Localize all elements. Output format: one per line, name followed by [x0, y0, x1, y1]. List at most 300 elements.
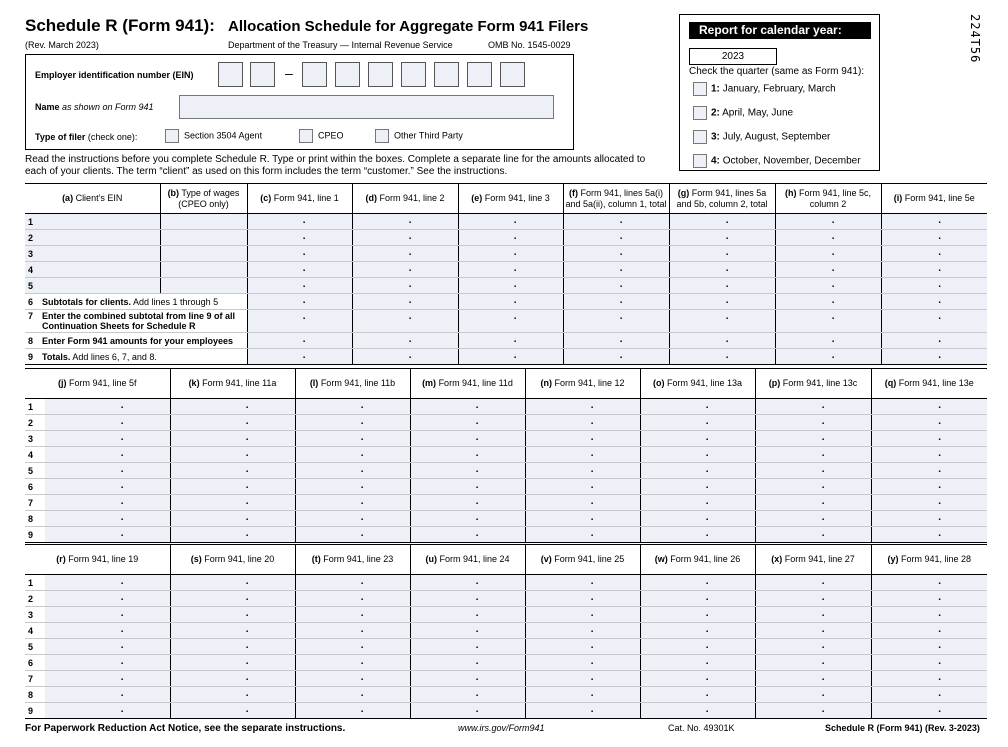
- ein-digit-5[interactable]: [368, 62, 393, 87]
- amount-cell[interactable]: [45, 527, 170, 543]
- amount-cell[interactable]: [871, 575, 987, 591]
- amount-cell[interactable]: [295, 671, 410, 687]
- decimal-point: .: [475, 592, 479, 603]
- amount-cell[interactable]: [563, 294, 669, 310]
- amount-cell[interactable]: [669, 230, 775, 246]
- amount-cell[interactable]: [881, 310, 987, 333]
- amount-cell[interactable]: [170, 399, 295, 415]
- amount-cell[interactable]: [410, 703, 525, 719]
- decimal-point: .: [705, 512, 709, 523]
- amount-cell[interactable]: [170, 447, 295, 463]
- amount-cell[interactable]: [45, 479, 170, 495]
- amount-cell[interactable]: [871, 623, 987, 639]
- employer-info-box: [25, 54, 574, 150]
- amount-cell[interactable]: [295, 495, 410, 511]
- decimal-point: .: [938, 688, 942, 699]
- cpeo-checkbox[interactable]: [299, 129, 313, 143]
- amount-cell[interactable]: [525, 479, 640, 495]
- amount-cell[interactable]: [640, 623, 755, 639]
- amount-cell[interactable]: [352, 349, 458, 365]
- amount-cell[interactable]: [871, 431, 987, 447]
- decimal-point: .: [938, 496, 941, 507]
- amount-cell[interactable]: [45, 687, 170, 703]
- amount-cell[interactable]: [755, 607, 871, 623]
- amount-cell[interactable]: [525, 575, 640, 591]
- amount-cell[interactable]: [755, 495, 871, 511]
- amount-cell[interactable]: [755, 591, 871, 607]
- amount-cell[interactable]: [247, 278, 352, 294]
- amount-cell[interactable]: [871, 671, 987, 687]
- amount-cell[interactable]: [295, 607, 410, 623]
- amount-cell[interactable]: [881, 262, 987, 278]
- amount-cell[interactable]: [458, 294, 563, 310]
- amount-cell[interactable]: [247, 214, 352, 230]
- amount-cell[interactable]: [295, 687, 410, 703]
- amount-cell[interactable]: [755, 671, 871, 687]
- amount-cell[interactable]: [247, 246, 352, 262]
- amount-cell[interactable]: [755, 479, 871, 495]
- ein-digit-8[interactable]: [467, 62, 492, 87]
- amount-cell[interactable]: [170, 431, 295, 447]
- amount-cell[interactable]: [170, 607, 295, 623]
- amount-cell[interactable]: [170, 687, 295, 703]
- amount-cell[interactable]: [170, 511, 295, 527]
- quarter-4-option[interactable]: 4: October, November, December: [693, 154, 861, 169]
- amount-cell[interactable]: [669, 262, 775, 278]
- amount-cell[interactable]: [881, 246, 987, 262]
- row-number: 5: [25, 639, 45, 655]
- amount-cell[interactable]: [775, 214, 881, 230]
- irs-url[interactable]: www.irs.gov/Form941: [458, 723, 545, 733]
- amount-cell[interactable]: [775, 349, 881, 365]
- decimal-point: .: [360, 576, 364, 587]
- amount-cell[interactable]: [247, 310, 352, 333]
- amount-cell[interactable]: [247, 349, 352, 365]
- amount-cell[interactable]: [881, 349, 987, 365]
- amount-cell[interactable]: [525, 639, 640, 655]
- amount-cell[interactable]: [410, 687, 525, 703]
- quarter-2-checkbox[interactable]: [693, 106, 707, 120]
- amount-cell[interactable]: [640, 575, 755, 591]
- amount-cell[interactable]: [458, 262, 563, 278]
- amount-cell[interactable]: [295, 623, 410, 639]
- amount-cell[interactable]: [871, 415, 987, 431]
- amount-cell[interactable]: [410, 527, 525, 543]
- decimal-point: .: [245, 640, 249, 651]
- amount-cell[interactable]: [775, 310, 881, 333]
- amount-cell[interactable]: [410, 399, 525, 415]
- table-row: [25, 639, 987, 655]
- amount-cell[interactable]: [871, 447, 987, 463]
- year-field[interactable]: 2023: [689, 48, 777, 65]
- amount-cell[interactable]: [410, 415, 525, 431]
- amount-cell[interactable]: [295, 639, 410, 655]
- amount-cell[interactable]: [871, 639, 987, 655]
- amount-cell[interactable]: [871, 607, 987, 623]
- name-input[interactable]: [179, 95, 554, 119]
- table-row: [25, 262, 987, 278]
- amount-cell[interactable]: [525, 463, 640, 479]
- omb-number: OMB No. 1545-0029: [488, 40, 571, 50]
- amount-cell[interactable]: [170, 527, 295, 543]
- amount-cell[interactable]: [640, 479, 755, 495]
- amount-cell[interactable]: [410, 463, 525, 479]
- amount-cell[interactable]: [775, 230, 881, 246]
- ein-digit-1[interactable]: [218, 62, 243, 87]
- row-number: 2: [25, 415, 45, 431]
- amount-cell[interactable]: [295, 463, 410, 479]
- filer-cpeo[interactable]: CPEO: [299, 129, 344, 143]
- amount-cell[interactable]: [410, 495, 525, 511]
- amount-cell[interactable]: [295, 575, 410, 591]
- amount-cell[interactable]: [170, 495, 295, 511]
- amount-cell[interactable]: [410, 655, 525, 671]
- decimal-point: .: [475, 496, 479, 507]
- quarter-1-option[interactable]: 1: January, February, March: [693, 82, 836, 97]
- decimal-point: .: [821, 416, 825, 427]
- amount-cell[interactable]: [755, 431, 871, 447]
- amount-cell[interactable]: [525, 447, 640, 463]
- amount-cell[interactable]: [640, 639, 755, 655]
- amount-cell[interactable]: [871, 399, 987, 415]
- amount-cell[interactable]: [45, 591, 170, 607]
- row-number: 8: [25, 511, 45, 527]
- amount-cell[interactable]: [871, 527, 987, 543]
- wage-type-cell[interactable]: [160, 278, 247, 294]
- amount-cell[interactable]: [458, 310, 563, 333]
- amount-cell[interactable]: [170, 463, 295, 479]
- amount-cell[interactable]: [525, 671, 640, 687]
- row-number: 9: [25, 703, 45, 719]
- amount-cell[interactable]: [247, 230, 352, 246]
- amount-cell[interactable]: [352, 262, 458, 278]
- ein-digit-7[interactable]: [434, 62, 459, 87]
- table-row: [25, 527, 987, 543]
- amount-cell[interactable]: [640, 703, 755, 719]
- decimal-point: .: [245, 480, 249, 491]
- decimal-point: .: [120, 464, 124, 475]
- amount-cell[interactable]: [640, 415, 755, 431]
- amount-cell[interactable]: [871, 463, 987, 479]
- amount-cell[interactable]: [525, 655, 640, 671]
- amount-cell[interactable]: [669, 214, 775, 230]
- amount-cell[interactable]: [410, 639, 525, 655]
- amount-cell[interactable]: [247, 294, 352, 310]
- amount-cell[interactable]: [881, 214, 987, 230]
- amount-cell[interactable]: [525, 703, 640, 719]
- decimal-point: .: [590, 640, 594, 651]
- amount-cell[interactable]: [775, 294, 881, 310]
- amount-cell[interactable]: [755, 415, 871, 431]
- amount-cell[interactable]: [775, 278, 881, 294]
- client-ein-cell[interactable]: [25, 278, 160, 294]
- table-row: [25, 278, 987, 294]
- decimal-point: .: [360, 640, 364, 651]
- amount-cell[interactable]: [45, 639, 170, 655]
- amount-cell[interactable]: [525, 511, 640, 527]
- amount-cell[interactable]: [871, 703, 987, 719]
- quarter-3-option[interactable]: 3: July, August, September: [693, 130, 830, 145]
- decimal-point: .: [120, 672, 124, 683]
- amount-cell[interactable]: [563, 246, 669, 262]
- amount-cell[interactable]: [295, 399, 410, 415]
- amount-cell[interactable]: [170, 639, 295, 655]
- amount-cell[interactable]: [640, 671, 755, 687]
- amount-cell[interactable]: [352, 333, 458, 349]
- amount-cell[interactable]: [410, 607, 525, 623]
- table-row: [25, 230, 987, 246]
- amount-cell[interactable]: [525, 607, 640, 623]
- amount-cell[interactable]: [755, 447, 871, 463]
- amount-cell[interactable]: [170, 623, 295, 639]
- quarter-3-checkbox[interactable]: [693, 130, 707, 144]
- amount-cell[interactable]: [45, 447, 170, 463]
- decimal-point: .: [475, 608, 479, 619]
- decimal-point: .: [475, 416, 479, 427]
- decimal-point: .: [120, 576, 124, 587]
- decimal-point: .: [302, 247, 306, 258]
- amount-cell[interactable]: [563, 349, 669, 365]
- decimal-point: .: [245, 704, 249, 715]
- amount-cell[interactable]: [755, 527, 871, 543]
- decimal-point: .: [475, 464, 479, 475]
- amount-cell[interactable]: [458, 230, 563, 246]
- decimal-point: .: [513, 350, 517, 361]
- amount-cell[interactable]: [640, 431, 755, 447]
- decimal-point: .: [360, 672, 364, 683]
- amount-cell[interactable]: [640, 687, 755, 703]
- amount-cell[interactable]: [45, 703, 170, 719]
- amount-cell[interactable]: [525, 495, 640, 511]
- decimal-point: .: [831, 247, 835, 258]
- amount-cell[interactable]: [563, 310, 669, 333]
- amount-cell[interactable]: [45, 495, 170, 511]
- ein-digit-6[interactable]: [401, 62, 426, 87]
- ein-digit-9[interactable]: [500, 62, 525, 87]
- amount-cell[interactable]: [775, 333, 881, 349]
- decimal-point: .: [245, 656, 249, 667]
- amount-cell[interactable]: [170, 479, 295, 495]
- amount-cell[interactable]: [410, 623, 525, 639]
- decimal-point: .: [938, 263, 941, 274]
- client-ein-cell[interactable]: [25, 262, 160, 278]
- amount-cell[interactable]: [170, 703, 295, 719]
- amount-cell[interactable]: [563, 214, 669, 230]
- amount-cell[interactable]: [170, 575, 295, 591]
- amount-cell[interactable]: [295, 511, 410, 527]
- amount-cell[interactable]: [881, 294, 987, 310]
- amount-cell[interactable]: [45, 575, 170, 591]
- filer-other-third-party[interactable]: Other Third Party: [375, 129, 463, 143]
- amount-cell[interactable]: [775, 262, 881, 278]
- quarter-4-checkbox[interactable]: [693, 154, 707, 168]
- amount-cell[interactable]: [295, 479, 410, 495]
- amount-cell[interactable]: [45, 399, 170, 415]
- amount-cell[interactable]: [352, 230, 458, 246]
- amount-cell[interactable]: [295, 415, 410, 431]
- amount-cell[interactable]: [871, 591, 987, 607]
- amount-cell[interactable]: [295, 447, 410, 463]
- catalog-number: Cat. No. 49301K: [668, 723, 735, 733]
- amount-cell[interactable]: [669, 278, 775, 294]
- amount-cell[interactable]: [45, 671, 170, 687]
- amount-cell[interactable]: [45, 463, 170, 479]
- decimal-point: .: [821, 704, 825, 715]
- amount-cell[interactable]: [563, 333, 669, 349]
- amount-cell[interactable]: [525, 623, 640, 639]
- amount-cell[interactable]: [563, 262, 669, 278]
- amount-cell[interactable]: [410, 479, 525, 495]
- amount-cell[interactable]: [170, 671, 295, 687]
- amount-cell[interactable]: [295, 655, 410, 671]
- amount-cell[interactable]: [170, 415, 295, 431]
- amount-cell[interactable]: [410, 511, 525, 527]
- amount-cell[interactable]: [881, 230, 987, 246]
- amount-cell[interactable]: [410, 671, 525, 687]
- amount-cell[interactable]: [352, 294, 458, 310]
- column-header-k: (k) Form 941, line 11a: [170, 369, 295, 399]
- name-label: Name as shown on Form 941: [35, 102, 154, 112]
- amount-cell[interactable]: [247, 333, 352, 349]
- amount-cell[interactable]: [755, 623, 871, 639]
- ein-digit-3[interactable]: [302, 62, 327, 87]
- amount-cell[interactable]: [458, 333, 563, 349]
- amount-cell[interactable]: [881, 333, 987, 349]
- amount-cell[interactable]: [45, 655, 170, 671]
- amount-cell[interactable]: [755, 511, 871, 527]
- wage-type-cell[interactable]: [160, 230, 247, 246]
- other-third-party-checkbox[interactable]: [375, 129, 389, 143]
- amount-cell[interactable]: [640, 511, 755, 527]
- decimal-point: .: [725, 215, 729, 226]
- decimal-point: .: [705, 400, 709, 411]
- amount-cell[interactable]: [525, 431, 640, 447]
- decimal-point: .: [408, 263, 412, 274]
- wage-type-cell[interactable]: [160, 214, 247, 230]
- amount-cell[interactable]: [881, 278, 987, 294]
- wage-type-cell[interactable]: [160, 262, 247, 278]
- ein-digit-4[interactable]: [335, 62, 360, 87]
- amount-cell[interactable]: [170, 655, 295, 671]
- amount-cell[interactable]: [352, 278, 458, 294]
- amount-cell[interactable]: [410, 591, 525, 607]
- amount-cell[interactable]: [295, 431, 410, 447]
- amount-cell[interactable]: [871, 495, 987, 511]
- decimal-point: .: [245, 512, 249, 523]
- ein-digit-2[interactable]: [250, 62, 275, 87]
- amount-cell[interactable]: [410, 431, 525, 447]
- decimal-point: .: [938, 215, 941, 226]
- amount-cell[interactable]: [871, 655, 987, 671]
- amount-cell[interactable]: [640, 591, 755, 607]
- amount-cell[interactable]: [352, 246, 458, 262]
- amount-cell[interactable]: [871, 511, 987, 527]
- decimal-point: .: [831, 295, 835, 306]
- amount-cell[interactable]: [755, 703, 871, 719]
- decimal-point: .: [120, 640, 124, 651]
- amount-cell[interactable]: [755, 399, 871, 415]
- amount-cell[interactable]: [45, 607, 170, 623]
- amount-cell[interactable]: [871, 479, 987, 495]
- amount-cell[interactable]: [525, 527, 640, 543]
- column-header-a: (a) Client’s EIN: [25, 184, 160, 214]
- amount-cell[interactable]: [410, 575, 525, 591]
- amount-cell[interactable]: [775, 246, 881, 262]
- amount-cell[interactable]: [295, 703, 410, 719]
- amount-cell[interactable]: [640, 495, 755, 511]
- amount-cell[interactable]: [640, 463, 755, 479]
- amount-cell[interactable]: [458, 214, 563, 230]
- amount-cell[interactable]: [170, 591, 295, 607]
- amount-cell[interactable]: [871, 687, 987, 703]
- amount-cell[interactable]: [45, 623, 170, 639]
- amount-cell[interactable]: [45, 511, 170, 527]
- amount-cell[interactable]: [45, 415, 170, 431]
- decimal-point: .: [302, 279, 306, 290]
- amount-cell[interactable]: [458, 278, 563, 294]
- client-ein-cell[interactable]: [25, 246, 160, 262]
- amount-cell[interactable]: [410, 447, 525, 463]
- amount-cell[interactable]: [755, 655, 871, 671]
- revision-date: (Rev. March 2023): [25, 40, 99, 50]
- amount-cell[interactable]: [458, 349, 563, 365]
- decimal-point: .: [360, 496, 364, 507]
- client-ein-cell[interactable]: [25, 214, 160, 230]
- amount-cell[interactable]: [295, 527, 410, 543]
- amount-cell[interactable]: [669, 246, 775, 262]
- amount-cell[interactable]: [755, 463, 871, 479]
- filer-section-3504[interactable]: Section 3504 Agent: [165, 129, 262, 143]
- amount-cell[interactable]: [525, 687, 640, 703]
- amount-cell[interactable]: [755, 575, 871, 591]
- decimal-point: .: [831, 350, 835, 361]
- amount-cell[interactable]: [755, 687, 871, 703]
- amount-cell[interactable]: [640, 607, 755, 623]
- decimal-point: .: [120, 656, 124, 667]
- amount-cell[interactable]: [755, 639, 871, 655]
- amount-cell[interactable]: [640, 655, 755, 671]
- amount-cell[interactable]: [352, 214, 458, 230]
- amount-cell[interactable]: [669, 294, 775, 310]
- decimal-point: .: [360, 432, 364, 443]
- amount-cell[interactable]: [640, 399, 755, 415]
- amount-cell[interactable]: [295, 591, 410, 607]
- amount-cell[interactable]: [669, 310, 775, 333]
- wage-type-cell[interactable]: [160, 246, 247, 262]
- amount-cell[interactable]: [525, 415, 640, 431]
- row-number: 9: [28, 351, 34, 362]
- amount-cell[interactable]: [352, 310, 458, 333]
- decimal-point: .: [705, 624, 709, 635]
- amount-cell[interactable]: [458, 246, 563, 262]
- amount-cell[interactable]: [669, 333, 775, 349]
- amount-cell[interactable]: [640, 527, 755, 543]
- quarter-1-checkbox[interactable]: [693, 82, 707, 96]
- amount-cell[interactable]: [247, 262, 352, 278]
- amount-cell[interactable]: [669, 349, 775, 365]
- amount-cell[interactable]: [563, 278, 669, 294]
- amount-cell[interactable]: [45, 431, 170, 447]
- decimal-point: .: [590, 656, 594, 667]
- quarter-2-option[interactable]: 2: April, May, June: [693, 106, 793, 121]
- section-3504-checkbox[interactable]: [165, 129, 179, 143]
- amount-cell[interactable]: [640, 447, 755, 463]
- amount-cell[interactable]: [525, 399, 640, 415]
- amount-cell[interactable]: [563, 230, 669, 246]
- amount-cell[interactable]: [525, 591, 640, 607]
- client-ein-cell[interactable]: [25, 230, 160, 246]
- decimal-point: .: [619, 311, 623, 322]
